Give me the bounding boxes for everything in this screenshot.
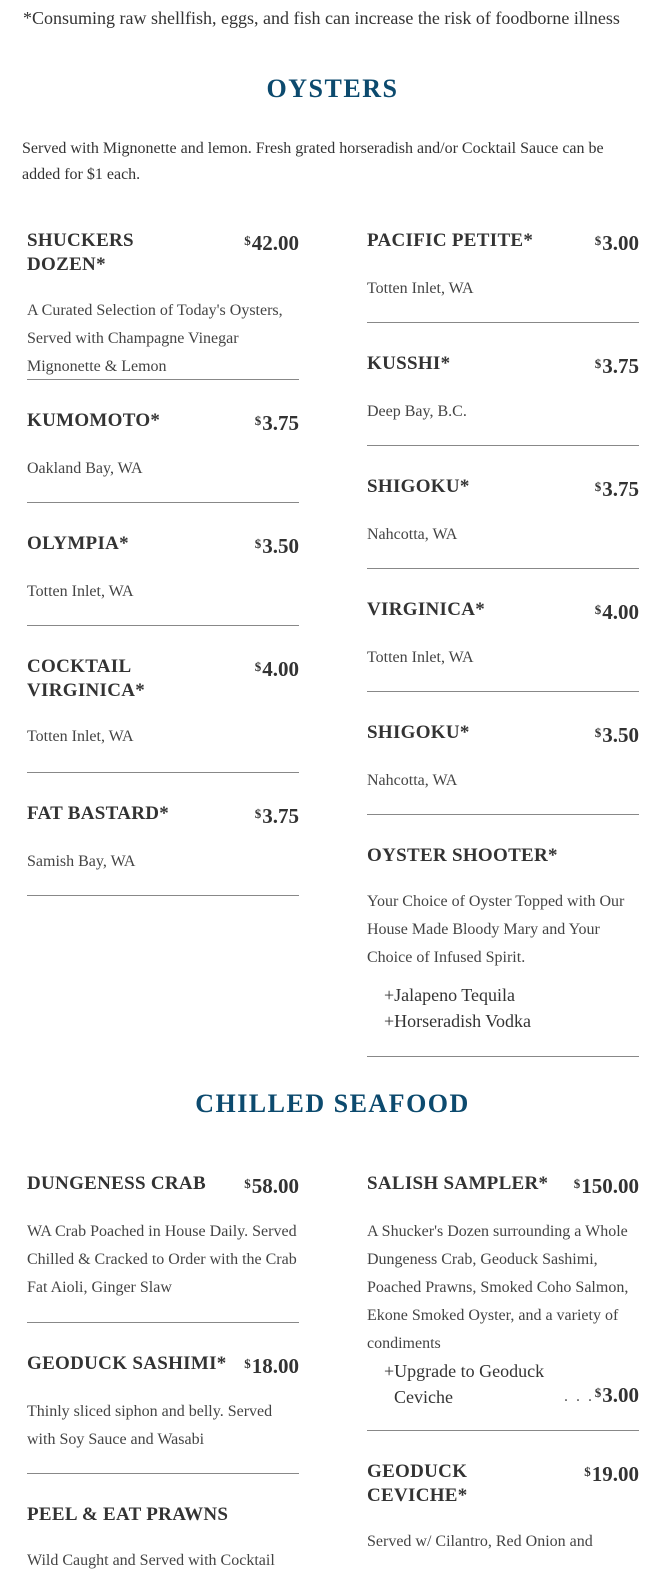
item-description: WA Crab Poached in House Daily. Served Chilled & Cracked to Order with the Crab Fat Aioli, Ginger Slaw	[27, 1223, 297, 1296]
item-name: SALISH SAMPLER*	[367, 1173, 549, 1194]
foodborne-disclaimer: *Consuming raw shellfish, eggs, and fish can increase the risk of foodborne illness	[23, 8, 620, 28]
menu-item	[27, 802, 299, 876]
item-price: $3.75	[254, 804, 299, 828]
divider	[367, 691, 639, 692]
item-description: Wild Caught and Served with Cocktail	[27, 1552, 275, 1569]
item-description: Samish Bay, WA	[27, 853, 136, 870]
divider	[27, 772, 299, 773]
menu-item	[367, 475, 639, 549]
menu-item	[27, 532, 299, 606]
item-price: $3.75	[594, 354, 639, 378]
divider	[367, 445, 639, 446]
item-description: A Curated Selection of Today's Oysters, Served with Champagne Vinegar Mignonette & Lemon	[27, 302, 283, 375]
divider	[367, 568, 639, 569]
upgrade-price: $3.00	[594, 1383, 639, 1407]
divider	[27, 1322, 299, 1323]
item-price: $4.00	[254, 657, 299, 681]
item-price: $3.75	[594, 477, 639, 501]
menu-item	[367, 844, 639, 1034]
item-name: KUSSHI*	[367, 353, 451, 374]
item-price: $3.75	[254, 411, 299, 435]
item-price: $3.50	[254, 534, 299, 558]
item-description: Totten Inlet, WA	[367, 280, 474, 297]
item-description: Nahcotta, WA	[367, 772, 458, 789]
item-name: PACIFIC PETITE*	[367, 230, 534, 251]
menu-item	[27, 1503, 299, 1575]
menu-item	[27, 655, 299, 751]
item-name: SHIGOKU*	[367, 476, 470, 497]
section-title-oysters: OYSTERS	[266, 74, 399, 103]
divider	[27, 625, 299, 626]
item-price: $42.00	[244, 231, 299, 255]
divider	[27, 379, 299, 380]
oysters-note: Served with Mignonette and lemon. Fresh grated horseradish and/or Cocktail Sauce can be added for $1 each.	[22, 140, 604, 183]
item-price: $58.00	[244, 1174, 299, 1198]
item-description: Served w/ Cilantro, Red Onion and	[367, 1533, 593, 1550]
divider	[367, 322, 639, 323]
item-price: $18.00	[244, 1354, 299, 1378]
divider	[27, 1473, 299, 1474]
item-description: A Shucker's Dozen surrounding a Whole Dungeness Crab, Geoduck Sashimi, Poached Prawns, Smoked Coho Salmon, Ekone Smoked Oyster, and a variety of condiments	[367, 1223, 629, 1352]
item-description: Deep Bay, B.C.	[367, 403, 467, 420]
item-name: VIRGINICA*	[367, 599, 486, 620]
menu-item	[367, 721, 639, 795]
item-name: SHUCKERS DOZEN*	[27, 230, 134, 275]
upgrade-label: +Upgrade to Geoduck Ceviche	[384, 1361, 545, 1407]
item-price: $3.00	[594, 231, 639, 255]
item-price: $150.00	[573, 1174, 639, 1198]
item-price: $19.00	[584, 1462, 639, 1486]
currency-symbol: $	[244, 233, 251, 248]
divider	[27, 502, 299, 503]
menu-item	[27, 1172, 299, 1302]
addon-option: +Jalapeno Tequila	[384, 985, 516, 1005]
item-description: Totten Inlet, WA	[27, 728, 134, 745]
item-price: $4.00	[594, 600, 639, 624]
item-description: Your Choice of Oyster Topped with Our House Made Bloody Mary and Your Choice of Infused Spirit.	[367, 893, 625, 966]
item-name: GEODUCK CEVICHE*	[367, 1461, 468, 1506]
item-description: Oakland Bay, WA	[27, 460, 143, 477]
item-name: PEEL & EAT PRAWNS	[27, 1504, 229, 1525]
item-description: Totten Inlet, WA	[27, 583, 134, 600]
item-description: Totten Inlet, WA	[367, 649, 474, 666]
item-name: DUNGENESS CRAB	[27, 1173, 206, 1194]
divider	[27, 895, 299, 896]
menu-item	[27, 409, 299, 483]
item-name: OLYMPIA*	[27, 533, 129, 554]
item-name: SHIGOKU*	[367, 722, 470, 743]
item-description: Nahcotta, WA	[367, 526, 458, 543]
item-price: $3.50	[594, 723, 639, 747]
menu-item	[27, 1352, 299, 1454]
menu-item	[367, 229, 639, 303]
section-title-chilled-seafood: CHILLED SEAFOOD	[195, 1089, 470, 1118]
menu-item	[367, 1172, 639, 1358]
item-description: Thinly sliced siphon and belly. Served with Soy Sauce and Wasabi	[27, 1403, 273, 1448]
divider	[367, 814, 639, 815]
menu-item	[367, 352, 639, 426]
divider	[367, 1056, 639, 1057]
item-name: FAT BASTARD*	[27, 803, 170, 824]
addon-option: +Horseradish Vodka	[384, 1011, 531, 1031]
item-name: GEODUCK SASHIMI*	[27, 1353, 227, 1374]
item-name: COCKTAIL VIRGINICA*	[27, 656, 146, 701]
menu-item	[27, 229, 299, 381]
item-name: KUMOMOTO*	[27, 410, 161, 431]
menu-item	[367, 598, 639, 672]
item-name: OYSTER SHOOTER*	[367, 845, 558, 866]
divider	[367, 1430, 639, 1431]
upgrade-option	[384, 1358, 639, 1410]
menu-item	[367, 1460, 639, 1556]
upgrade-leader-dots: . . .	[564, 1388, 594, 1405]
